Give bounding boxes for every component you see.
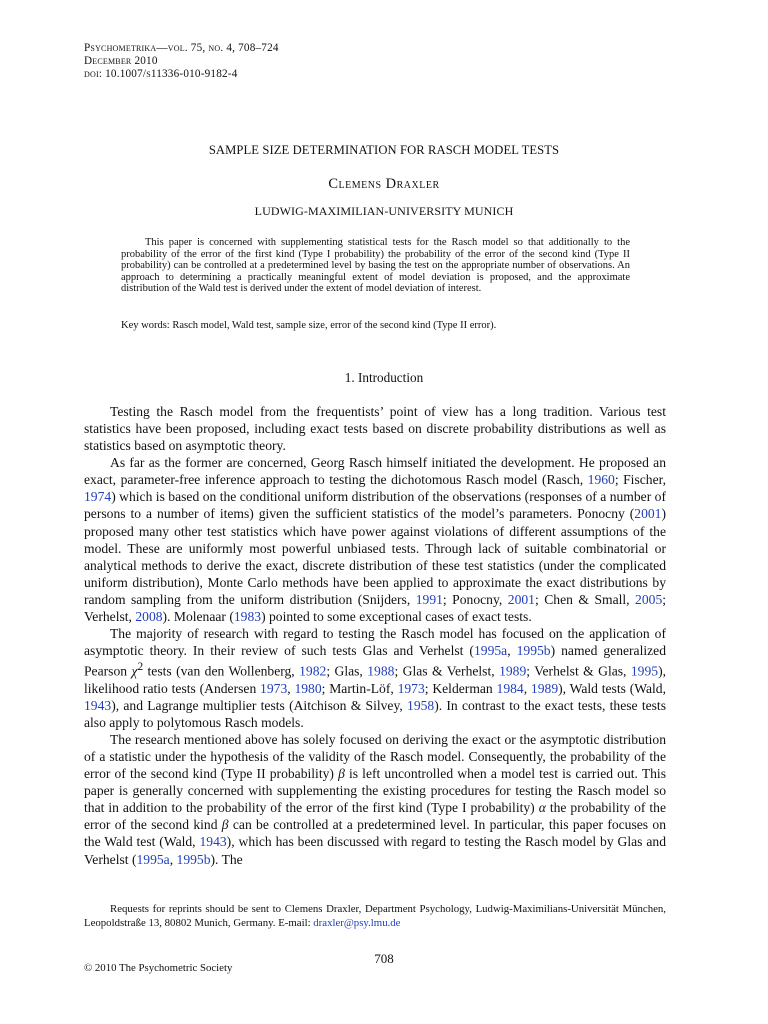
email-link[interactable]: draxler@psy.lmu.de [313, 917, 401, 930]
abstract: This paper is concerned with supplementing statistical tests for the Rasch model so that additionally to the probability of the error of the first kind (Type I probability) the probability of the error of the second kind (Type II probability) can be controlled at a predetermined level by basing the test on the appropriate number of observations. An approach to determining a practically meaningful extent of model deviation is proposed, and the approximate distribution of the Wald test is derived under the extent of model deviation of interest. [121, 237, 630, 295]
footnote: Requests for reprints should be sent to Clemens Draxler, Department Psychology, Ludwig-Maximilians-Universität München, Leopoldstraße 13, 80802 Munich, Germany. E-mail: draxler@psy.lmu.de [84, 903, 666, 930]
author-affiliation: LUDWIG-MAXIMILIAN-UNIVERSITY MUNICH [254, 204, 514, 218]
paragraph-3: The majority of research with regard to testing the Rasch model has focused on the application of asymptotic theory. In their review of such tests Glas and Verhelst (1995a, 1995b) named generalized Pearson $\chi^2$ tests (van den Wollenberg, 1982; Glas, 1988; Glas & Verhelst, 1989; Verhelst & Glas, 1995), likelihood ratio tests (Andersen 1973, 1980; Martin-Löf, 1973; Kelderman 1984, 1989), Wald tests (Wald, 1943), and Lagrange multiplier tests (Aitchison & Silvey, 1958). In contrast to the exact tests, these tests also apply to polytomous Rasch models. [84, 626, 667, 730]
citation-link[interactable]: 1960 [587, 472, 615, 488]
chi-superscript: 2 [137, 661, 144, 674]
paragraph-1: Testing the Rasch model from the frequentists’ point of view has a long tradition. Various test statistics have been proposed, including exact tests based on discrete probability distributions as well as statistics based on asymptotic theory. [84, 404, 666, 454]
keywords: Key words: Rasch model, Wald test, sample size, error of the second kind (Type II error). [121, 320, 497, 331]
citation-link[interactable]: 1991 [415, 591, 443, 607]
beta-symbol: β [221, 817, 229, 833]
citation-link[interactable]: 2005 [635, 591, 663, 607]
copyright-notice: © 2010 The Psychometric Society [84, 962, 233, 974]
citation-link[interactable]: 1984 [496, 680, 524, 696]
paper-author: Clemens Draxler [328, 176, 440, 192]
citation-link[interactable]: 1989 [530, 680, 559, 696]
citation-link[interactable]: 1943 [84, 697, 112, 713]
citation-link[interactable]: 2008 [135, 608, 163, 624]
citation-link[interactable]: 1980 [294, 680, 322, 696]
section-heading: 1. Introduction [344, 370, 424, 385]
beta-symbol: β [338, 766, 345, 782]
journal-volume-line: Psychometrika—vol. 75, no. 4, 708–724 [84, 42, 279, 54]
citation-link[interactable]: 1973 [260, 680, 288, 696]
citation-link[interactable]: 1982 [299, 663, 327, 679]
journal-header [84, 42, 279, 81]
alpha-symbol: α [538, 800, 546, 816]
page-number: 708 [374, 951, 394, 966]
citation-link[interactable]: 1995a [473, 643, 508, 659]
citation-link[interactable]: 1974 [84, 489, 112, 505]
citation-link[interactable]: 1995b [176, 851, 211, 867]
citation-link[interactable]: 1995 [630, 663, 659, 679]
citation-link[interactable]: 2001 [507, 591, 535, 607]
citation-link[interactable]: 1973 [397, 680, 425, 696]
body-text [84, 403, 666, 868]
citation-link[interactable]: 1958 [407, 697, 435, 713]
citation-link[interactable]: 1983 [233, 608, 262, 624]
citation-link[interactable]: 1995b [516, 643, 551, 659]
paragraph-4: The research mentioned above has solely focused on deriving the exact or the asymptotic distribution of a statistic under the hypothesis of the validity of the Rasch model. Consequently, the probability of the error of the second kind (Type II probability) β is left uncontrolled when a model test is carried out. This paper is generally concerned with supplementing the existing procedures for testing the Rasch model so that in addition to the probability of the error of the first kind (Type I probability) α the probability of the error of the second kind β can be controlled at a predetermined level. In particular, this paper focuses on the Wald test (Wald, 1943), which has been discussed with regard to testing the Rasch model by Glas and Verhelst (1995a, 1995b). The [84, 732, 667, 867]
paragraph-2: As far as the former are concerned, Georg Rasch himself initiated the development. He proposed an exact, parameter-free inference approach to testing the dichotomous Rasch model (Rasch, 1960; Fischer, 1974) which is based on the conditional uniform distribution of the observations (responses of a number of persons to a number of items) given the sufficient statistics of the model’s parameters. Ponocny (2001) proposed many other test statistics which have power against violations of different assumptions of the model. These are uniformly most powerful unbiased tests. Through lack of suitable combinatorial or analytical methods to derive the exact, discrete distribution of these test statistics (under the complicated uniform distribution), Monte Carlo methods have been applied to approximate the exact distributions by random sampling from the uniform distribution (Snijders, 1991; Ponocny, 2001; Chen & Small, 2005; Verhelst, 2008). Molenaar (1983) pointed to some exceptional cases of exact tests. [84, 455, 667, 624]
journal-doi-line: doi: 10.1007/s11336-010-9182-4 [84, 68, 238, 80]
paper-title: SAMPLE SIZE DETERMINATION FOR RASCH MODEL TESTS [208, 143, 560, 157]
journal-date-line: December 2010 [84, 55, 158, 67]
citation-link[interactable]: 1988 [367, 663, 395, 679]
citation-link[interactable]: 2001 [634, 506, 662, 522]
citation-link[interactable]: 1989 [499, 663, 527, 679]
chi-symbol: χ [131, 663, 138, 679]
citation-link[interactable]: 1995a [136, 851, 170, 867]
citation-link[interactable]: 1943 [199, 834, 227, 850]
